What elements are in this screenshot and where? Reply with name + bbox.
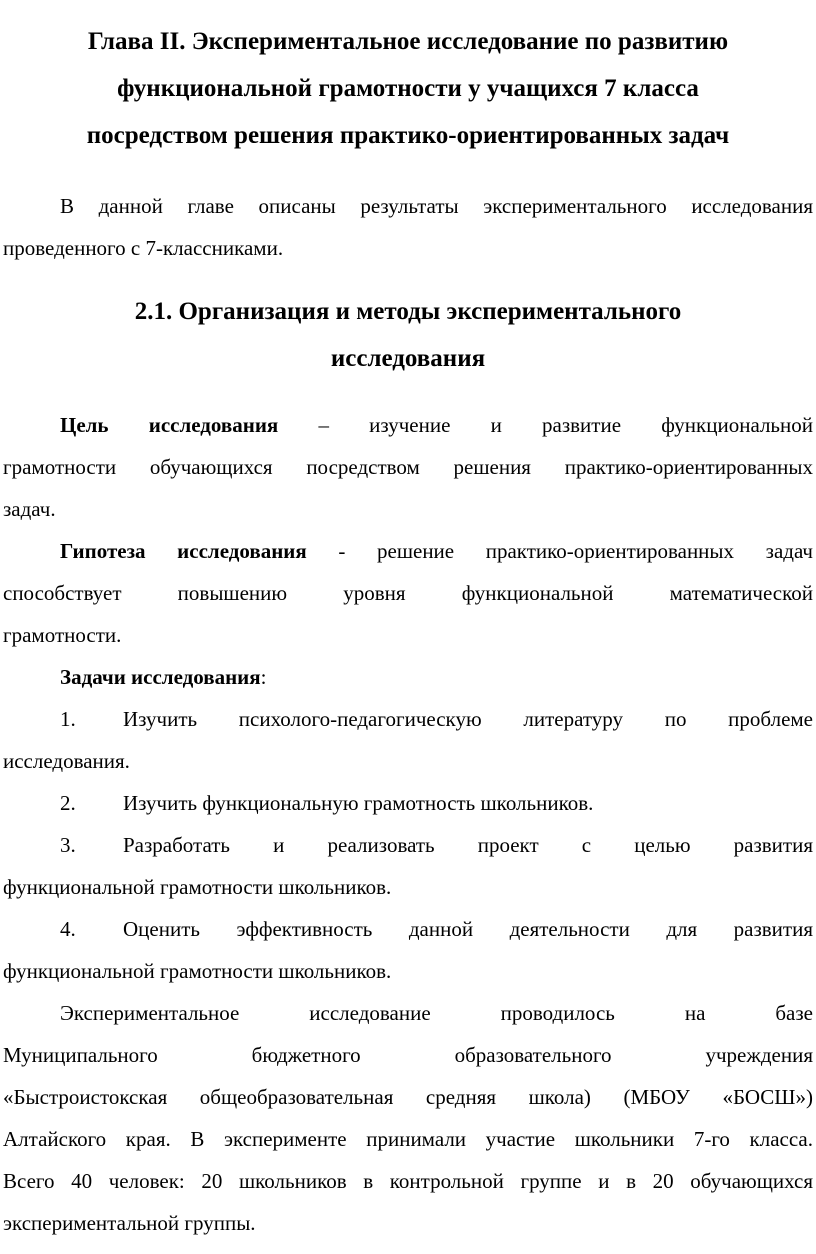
text-run: Цель исследования: [60, 413, 279, 437]
text-run: экспериментальной группы.: [3, 1211, 256, 1235]
task-item-2: [3, 782, 813, 824]
text-run: Изучить функциональную грамотность школьников.: [123, 791, 594, 815]
text-run: :: [260, 665, 267, 689]
task-item-1: [3, 698, 813, 782]
text-line: [3, 1160, 813, 1202]
text-line: [3, 698, 813, 740]
text-line: [3, 824, 813, 866]
goal-paragraph: [3, 404, 813, 530]
text-run: проведенного с 7-классниками.: [3, 236, 284, 260]
text-run: Экспериментальное исследование проводилось на базе: [60, 1001, 813, 1025]
text-line: [3, 740, 813, 782]
text-line: [3, 572, 813, 614]
text-line: [3, 992, 813, 1034]
text-line: [3, 656, 813, 698]
text-run: Гипотеза исследования: [60, 539, 307, 563]
text-line: [3, 782, 813, 824]
text-run: способствует повышению уровня функциональной математической: [3, 581, 813, 605]
task-item-3: [3, 824, 813, 908]
text-line: [3, 1202, 813, 1244]
text-line: [3, 1076, 813, 1118]
text-run: Всего 40 человек: 20 школьников в контрольной группе и в 20 обучающихся: [3, 1169, 813, 1193]
text-run: функциональной грамотности школьников.: [3, 959, 392, 983]
chapter-title-line: посредством решения практико-ориентированных задач: [86, 122, 730, 149]
list-number: 4.: [60, 917, 76, 941]
text-line: [3, 185, 813, 227]
section-heading-line: исследования: [330, 345, 486, 372]
tasks-heading-paragraph: [3, 656, 813, 698]
chapter-title-line: функциональной грамотности у учащихся 7 класса: [117, 75, 699, 102]
text-run: задач.: [3, 497, 56, 521]
text-line: [3, 446, 813, 488]
text-run: исследования.: [3, 749, 130, 773]
text-run: Муниципального бюджетного образовательного учреждения: [3, 1043, 813, 1067]
text-line: [3, 908, 813, 950]
text-line: [3, 614, 813, 656]
text-run: функциональной грамотности школьников.: [3, 875, 392, 899]
text-run: Оценить эффективность данной деятельности для развития: [123, 917, 813, 941]
text-run: Изучить психолого-педагогическую литературу по проблеме: [123, 707, 813, 731]
conclusion-paragraph: [3, 992, 813, 1244]
list-number: 3.: [60, 833, 76, 857]
intro-paragraph: [3, 185, 813, 269]
text-run: грамотности обучающихся посредством решения практико-ориентированных: [3, 455, 813, 479]
text-line: [3, 1118, 813, 1160]
text-line: [3, 530, 813, 572]
section-heading-line: 2.1. Организация и методы экспериментального: [134, 298, 682, 325]
text-line: [3, 404, 813, 446]
list-number: 2.: [60, 791, 76, 815]
text-run: – изучение и развитие функциональной: [278, 413, 813, 437]
section-heading: [3, 288, 813, 382]
text-line: [3, 1034, 813, 1076]
text-run: Задачи исследования: [60, 665, 261, 689]
chapter-title: [3, 18, 813, 159]
text-run: Алтайского края. В эксперименте принимали участие школьники 7-го класса.: [3, 1127, 813, 1151]
text-line: [3, 488, 813, 530]
text-run: грамотности.: [3, 623, 122, 647]
text-run: Разработать и реализовать проект с целью развития: [123, 833, 813, 857]
text-run: В данной главе описаны результаты экспериментального исследования: [60, 194, 813, 218]
text-line: [3, 227, 813, 269]
text-run: - решение практико-ориентированных задач: [306, 539, 813, 563]
list-number: 1.: [60, 707, 76, 731]
chapter-title-line: Глава II. Экспериментальное исследование по развитию: [87, 28, 729, 55]
text-line: [3, 866, 813, 908]
text-line: [3, 950, 813, 992]
hypothesis-paragraph: [3, 530, 813, 656]
text-run: «Быстроистокская общеобразовательная средняя школа) (МБОУ «БОСШ»): [3, 1085, 813, 1109]
task-item-4: [3, 908, 813, 992]
